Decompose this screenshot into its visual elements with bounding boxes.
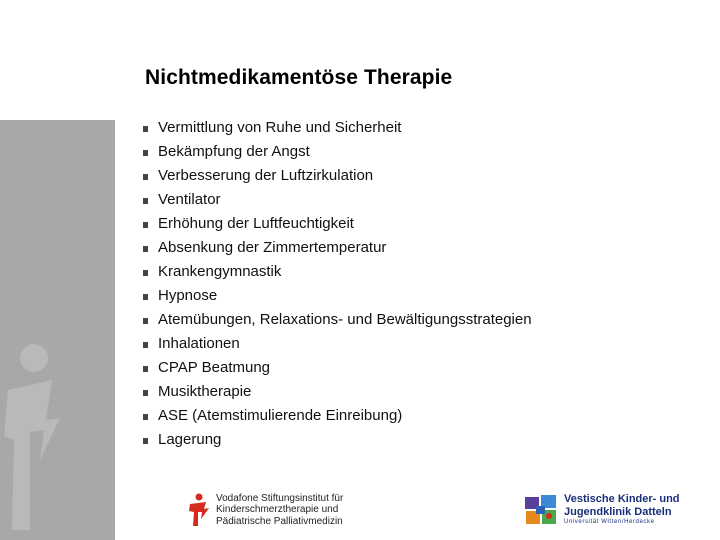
list-item — [143, 356, 532, 380]
list-item — [143, 236, 532, 260]
list-item — [143, 404, 532, 428]
list-item — [143, 212, 532, 236]
square-bullet-icon — [143, 390, 148, 396]
vodafone-logo-line2: Kinderschmerztherapie und — [216, 504, 339, 516]
side-band — [0, 120, 115, 540]
clinic-logo-line2: Jugendklinik Datteln — [564, 505, 672, 518]
square-bullet-icon — [143, 270, 148, 276]
list-item-text: Verbesserung der Luftzirkulation — [158, 167, 374, 184]
clinic-logo — [524, 492, 680, 528]
square-bullet-icon — [143, 126, 148, 132]
square-bullet-icon — [143, 414, 148, 420]
square-bullet-icon — [143, 174, 148, 180]
clinic-logo-line3: Universität Witten/Herdecke — [564, 519, 655, 525]
square-bullet-icon — [143, 150, 148, 156]
figure-watermark-icon — [0, 340, 70, 540]
list-item — [143, 188, 532, 212]
list-item-text: Ventilator — [158, 191, 221, 208]
vodafone-logo-line1: Vodafone Stiftungsinstitut für — [216, 492, 344, 504]
list-item — [143, 332, 532, 356]
list-item — [143, 260, 532, 284]
square-bullet-icon — [143, 222, 148, 228]
list-item-text: Atemübungen, Relaxations- und Bewältigungsstrategien — [158, 311, 532, 328]
square-bullet-icon — [143, 438, 148, 444]
list-item — [143, 164, 532, 188]
square-bullet-icon — [143, 246, 148, 252]
vodafone-institute-logo-icon — [188, 493, 210, 527]
list-item-text: Krankengymnastik — [158, 263, 282, 280]
square-bullet-icon — [143, 318, 148, 324]
list-item-text: Inhalationen — [158, 335, 240, 352]
list-item-text: Erhöhung der Luftfeuchtigkeit — [158, 215, 354, 232]
clinic-logo-line1: Vestische Kinder- und — [564, 493, 680, 505]
clinic-puzzle-logo-icon — [524, 494, 558, 526]
list-item — [143, 284, 532, 308]
list-item-text: Bekämpfung der Angst — [158, 143, 310, 160]
list-item-text: Musiktherapie — [158, 383, 252, 400]
vodafone-institute-logo-text — [216, 493, 343, 528]
square-bullet-icon — [143, 366, 148, 372]
square-bullet-icon — [143, 294, 148, 300]
list-item-text: ASE (Atemstimulierende Einreibung) — [158, 407, 403, 424]
bullet-list — [143, 116, 532, 452]
vodafone-institute-logo — [188, 490, 343, 530]
list-item — [143, 140, 532, 164]
list-item-text: Vermittlung von Ruhe und Sicherheit — [158, 119, 402, 136]
list-item — [143, 380, 532, 404]
list-item-text: Hypnose — [158, 287, 218, 304]
list-item — [143, 308, 532, 332]
vodafone-logo-line3: Pädiatrische Palliativmedizin — [216, 515, 343, 527]
list-item-text: CPAP Beatmung — [158, 359, 271, 376]
square-bullet-icon — [143, 198, 148, 204]
list-item-text: Absenkung der Zimmertemperatur — [158, 239, 387, 256]
list-item — [143, 428, 532, 452]
slide-title: Nichtmedikamentöse Therapie — [145, 66, 453, 89]
clinic-logo-text — [564, 493, 680, 527]
list-item — [143, 116, 532, 140]
square-bullet-icon — [143, 342, 148, 348]
list-item-text: Lagerung — [158, 431, 222, 448]
